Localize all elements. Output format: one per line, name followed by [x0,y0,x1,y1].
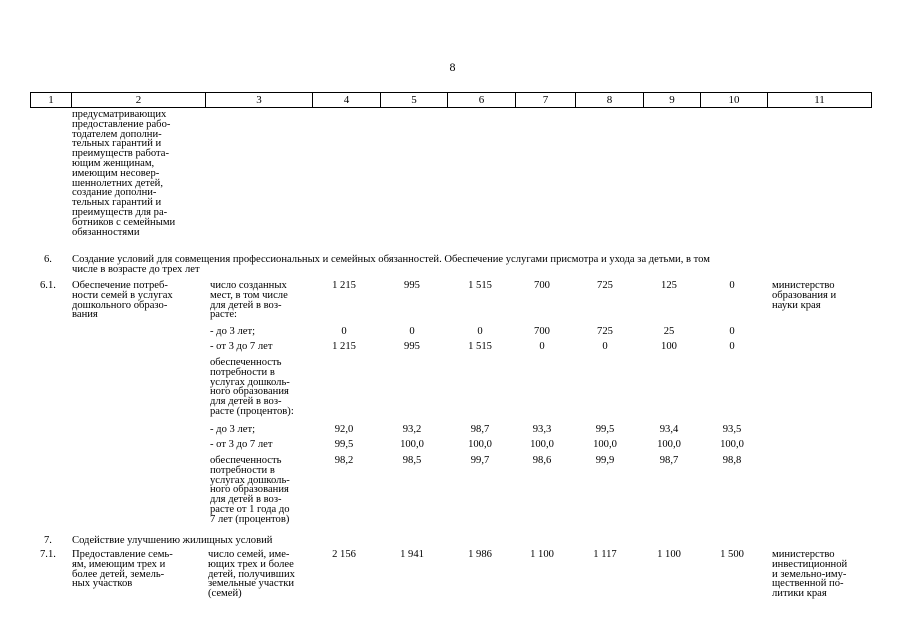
value-cell: 25 [663,326,675,337]
value-cell: 98,6 [532,455,552,466]
row-7-1-number: 7.1. [40,549,56,560]
row-6-1-name: Обеспечение потреб- ности семей в услугах дошкольного образо- вания [72,280,173,321]
value-cell: 1 941 [400,549,424,560]
value-cell: 1 100 [530,549,554,560]
value-cell: 1 986 [468,549,492,560]
value-cell: 0 [539,341,545,352]
row-6-1-executor: министерство образования и науки края [772,280,837,311]
value-cell: 1 515 [468,341,492,352]
value-cell: 100,0 [657,439,681,450]
section-6-title-line1: Создание условий для совмещения профессиональных и семейных обязанностей. Обеспечение услугами присмотра и ухода за детьми, в том [72,254,710,265]
value-cell: 1 215 [332,341,356,352]
header-col-5: 5 [380,93,447,107]
row-7-1-indicator: число семей, име- ющих трех и более детей, получивших земельные участки (семей) [208,549,295,600]
value-cell: 725 [597,280,613,291]
value-cell: 100 [661,341,677,352]
value-cell: 1 215 [332,280,356,291]
value-cell: 100,0 [468,439,492,450]
header-col-9: 9 [643,93,700,107]
indicator-label: обеспеченность потребности в услугах дошколь- ного образования для детей в воз- расте от 1 года до 7 лет (процентов) [210,455,290,525]
header-col-3: 3 [205,93,312,107]
header-col-6: 6 [447,93,515,107]
header-col-10: 10 [700,93,767,107]
value-cell: 700 [534,326,550,337]
header-col-7: 7 [515,93,575,107]
header-col-8: 8 [575,93,643,107]
indicator-label: - до 3 лет; [210,424,256,435]
value-cell: 100,0 [530,439,554,450]
indicator-label: обеспеченность потребности в услугах дошколь- ного образования для детей в воз- расте (процентов): [210,357,294,417]
value-cell: 98,8 [722,455,742,466]
value-cell: 93,3 [532,424,552,435]
header-col-11: 11 [767,93,871,107]
value-cell: 0 [602,341,608,352]
value-cell: 1 117 [593,549,617,560]
section-6-title-line2: числе в возрасте до трех лет [72,264,200,275]
value-cell: 92,0 [334,424,354,435]
section-6-number: 6. [44,254,52,265]
value-cell: 99,5 [334,439,354,450]
continuation-text: предусматривающих предоставление рабо- тодателем дополни- тельных гарантий и преимуществ работа- ющим женщинам, имеющим несовер- шеннолетних детей, создание дополни- тельных гарантий и преимуществ для ра- ботников с семейными обязанностями [72,109,176,238]
value-cell: 0 [477,326,483,337]
indicator-label: - от 3 до 7 лет [210,341,273,352]
value-cell: 98,2 [334,455,354,466]
value-cell: 98,5 [402,455,422,466]
page-number: 8 [449,60,456,74]
value-cell: 1 100 [657,549,681,560]
value-cell: 125 [661,280,677,291]
row-7-1-name: Предоставление семь- ям, имеющим трех и более детей, земель- ных участков [72,549,173,590]
value-cell: 1 515 [468,280,492,291]
header-col-2: 2 [71,93,205,107]
value-cell: 1 500 [720,549,744,560]
value-cell: 725 [597,326,613,337]
row-7-1-executor: министерство инвестиционной и земельно-иму- щественной по- литики края [772,549,848,600]
value-cell: 0 [729,341,735,352]
value-cell: 98,7 [659,455,679,466]
indicator-label: - до 3 лет; [210,326,256,337]
row-6-1-number: 6.1. [40,280,56,291]
section-7-title: Содействие улучшению жилищных условий [72,535,273,546]
value-cell: 100,0 [400,439,424,450]
value-cell: 100,0 [720,439,744,450]
value-cell: 100,0 [593,439,617,450]
value-cell: 93,2 [402,424,422,435]
indicator-label: - от 3 до 7 лет [210,439,273,450]
value-cell: 99,7 [470,455,490,466]
value-cell: 995 [404,280,420,291]
value-cell: 99,5 [595,424,615,435]
value-cell: 0 [729,326,735,337]
section-7-number: 7. [44,535,52,546]
indicator-label: число созданных мест, в том числе для детей в воз- расте: [210,280,288,321]
value-cell: 93,5 [722,424,742,435]
value-cell: 93,4 [659,424,679,435]
value-cell: 995 [404,341,420,352]
header-col-4: 4 [312,93,380,107]
header-col-1: 1 [48,94,54,106]
value-cell: 700 [534,280,550,291]
value-cell: 98,7 [470,424,490,435]
value-cell: 99,9 [595,455,615,466]
table-header-row [30,92,872,108]
value-cell: 0 [729,280,735,291]
value-cell: 0 [409,326,415,337]
value-cell: 2 156 [332,549,356,560]
value-cell: 0 [341,326,347,337]
